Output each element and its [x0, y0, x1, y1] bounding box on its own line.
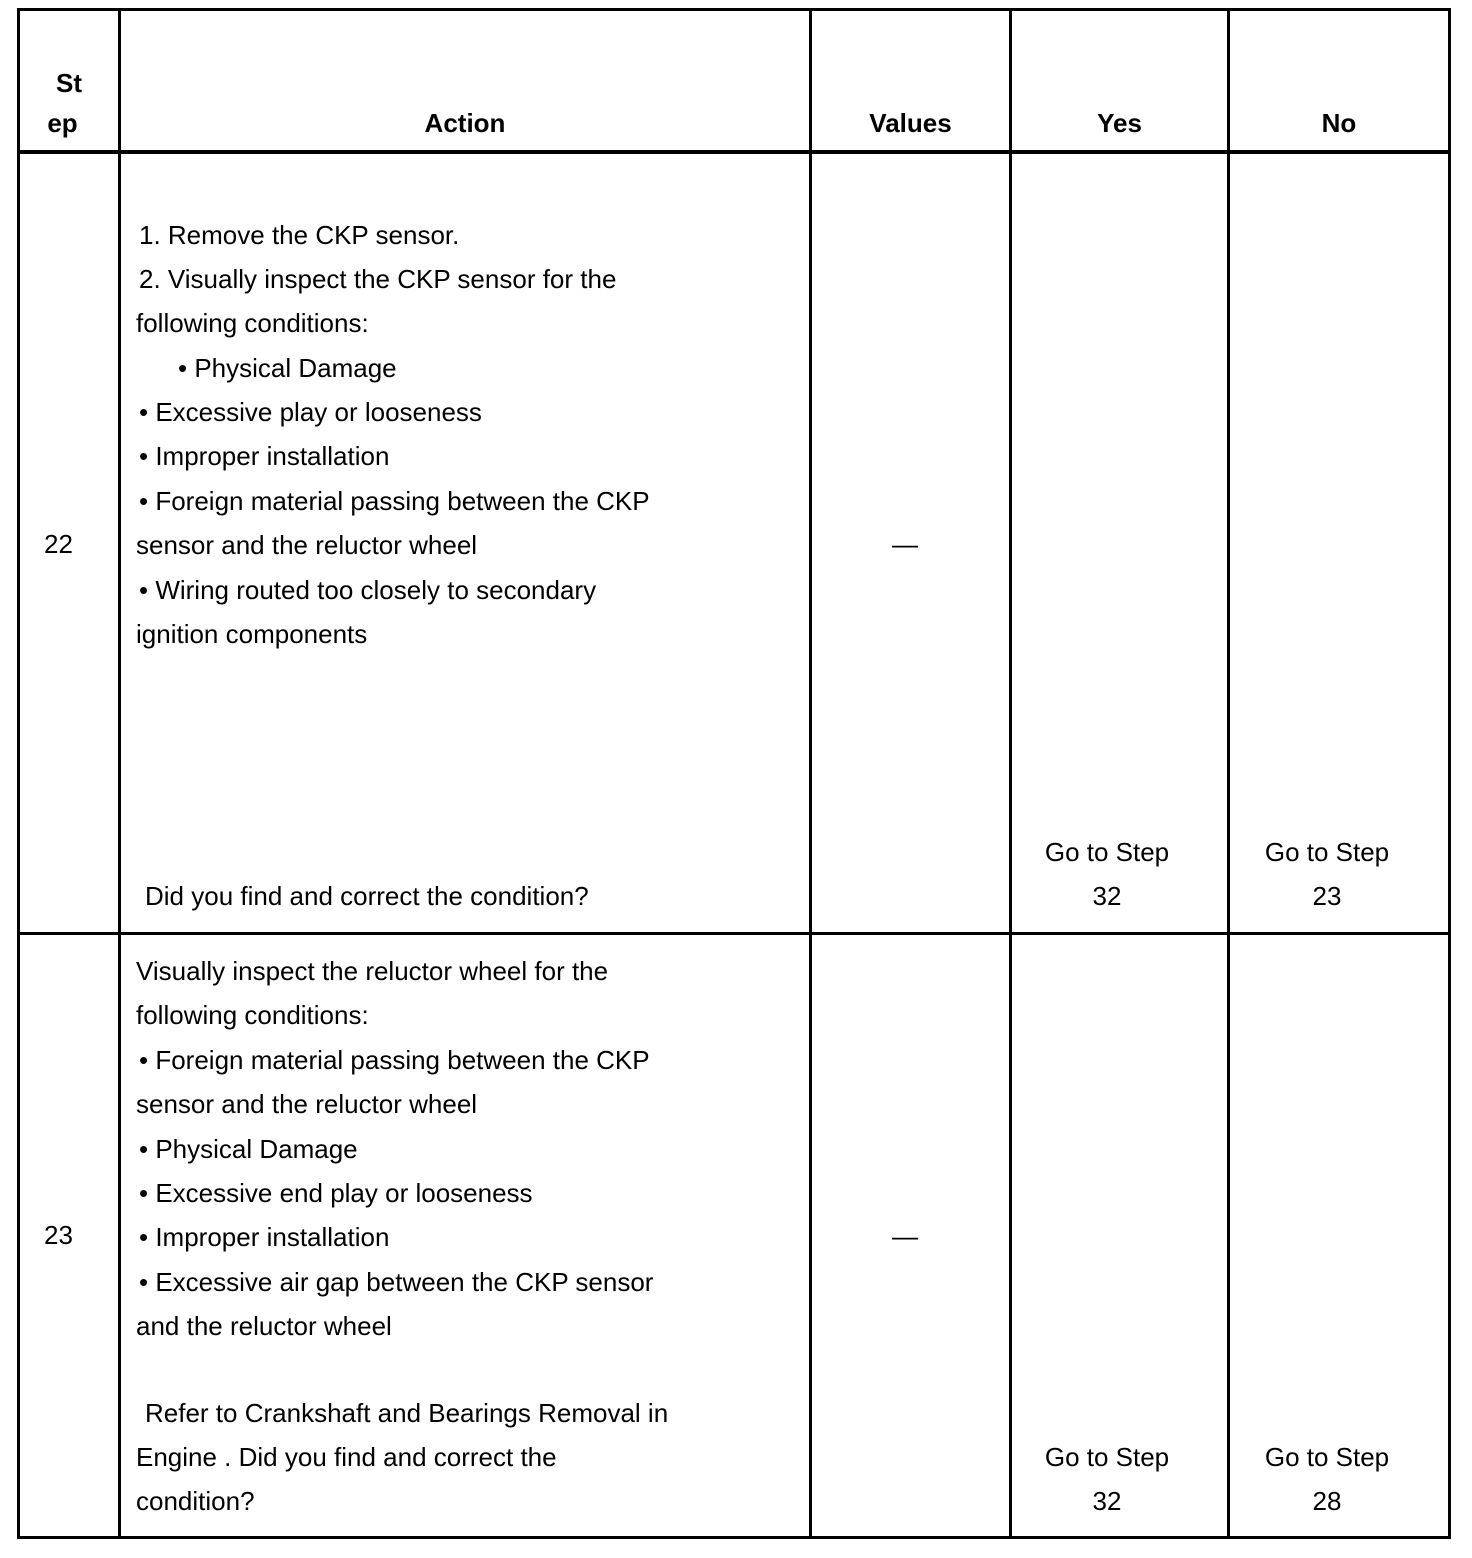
col-divider-step [118, 8, 121, 1539]
no-goto-line2: 28 [1312, 1486, 1342, 1516]
value-dash: — [892, 529, 918, 559]
question-line: Did you find and correct the condition? [145, 881, 589, 911]
question-line: condition? [136, 1486, 255, 1516]
step-number: 22 [44, 529, 73, 559]
question-line: Engine . Did you find and correct the [136, 1442, 557, 1472]
header-yes: Yes [1097, 108, 1142, 138]
yes-goto-line1: Go to Step [1044, 837, 1170, 867]
action-line: Visually inspect the reluctor wheel for the [136, 956, 609, 986]
action-line: ignition components [136, 619, 368, 649]
action-line: • Excessive end play or looseness [139, 1178, 533, 1208]
no-goto-line1: Go to Step [1264, 837, 1390, 867]
action-line: following conditions: [136, 1000, 369, 1030]
header-values: Values [869, 108, 952, 138]
header-action: Action [424, 108, 506, 138]
yes-goto-line1: Go to Step [1044, 1442, 1170, 1472]
question-line: Refer to Crankshaft and Bearings Removal in [145, 1398, 669, 1428]
action-line: 2. Visually inspect the CKP sensor for the [139, 264, 617, 294]
table-border-right [1448, 8, 1451, 1539]
action-line: • Foreign material passing between the CKP [139, 486, 650, 516]
table-header-divider [17, 150, 1451, 154]
no-goto-line2: 23 [1312, 881, 1342, 911]
value-dash: — [892, 1221, 918, 1251]
action-line: and the reluctor wheel [136, 1311, 392, 1341]
col-divider-action [809, 8, 812, 1539]
no-goto-line1: Go to Step [1264, 1442, 1390, 1472]
col-divider-yes [1227, 8, 1230, 1539]
header-no: No [1321, 108, 1357, 138]
header-step-line1: St [56, 68, 82, 98]
action-line: • Improper installation [139, 1222, 390, 1252]
action-line: • Wiring routed too closely to secondary [139, 575, 597, 605]
action-line: • Physical Damage [178, 353, 397, 383]
yes-goto-line2: 32 [1092, 881, 1122, 911]
table-row-divider [17, 932, 1451, 935]
table-border-bottom [17, 1536, 1451, 1539]
action-line: • Foreign material passing between the CKP [139, 1045, 650, 1075]
action-line: following conditions: [136, 308, 369, 338]
table-border-top [17, 8, 1451, 11]
action-line: sensor and the reluctor wheel [136, 530, 478, 560]
action-line: sensor and the reluctor wheel [136, 1089, 478, 1119]
table-border-left [17, 8, 20, 1539]
action-line: • Physical Damage [139, 1134, 358, 1164]
step-number: 23 [44, 1220, 73, 1250]
yes-goto-line2: 32 [1092, 1486, 1122, 1516]
col-divider-values [1009, 8, 1012, 1539]
action-line: • Improper installation [139, 441, 390, 471]
action-line: 1. Remove the CKP sensor. [139, 220, 460, 250]
action-line: • Excessive air gap between the CKP sensor [139, 1267, 654, 1297]
header-step-line2: ep [47, 108, 78, 138]
action-line: • Excessive play or looseness [139, 397, 482, 427]
